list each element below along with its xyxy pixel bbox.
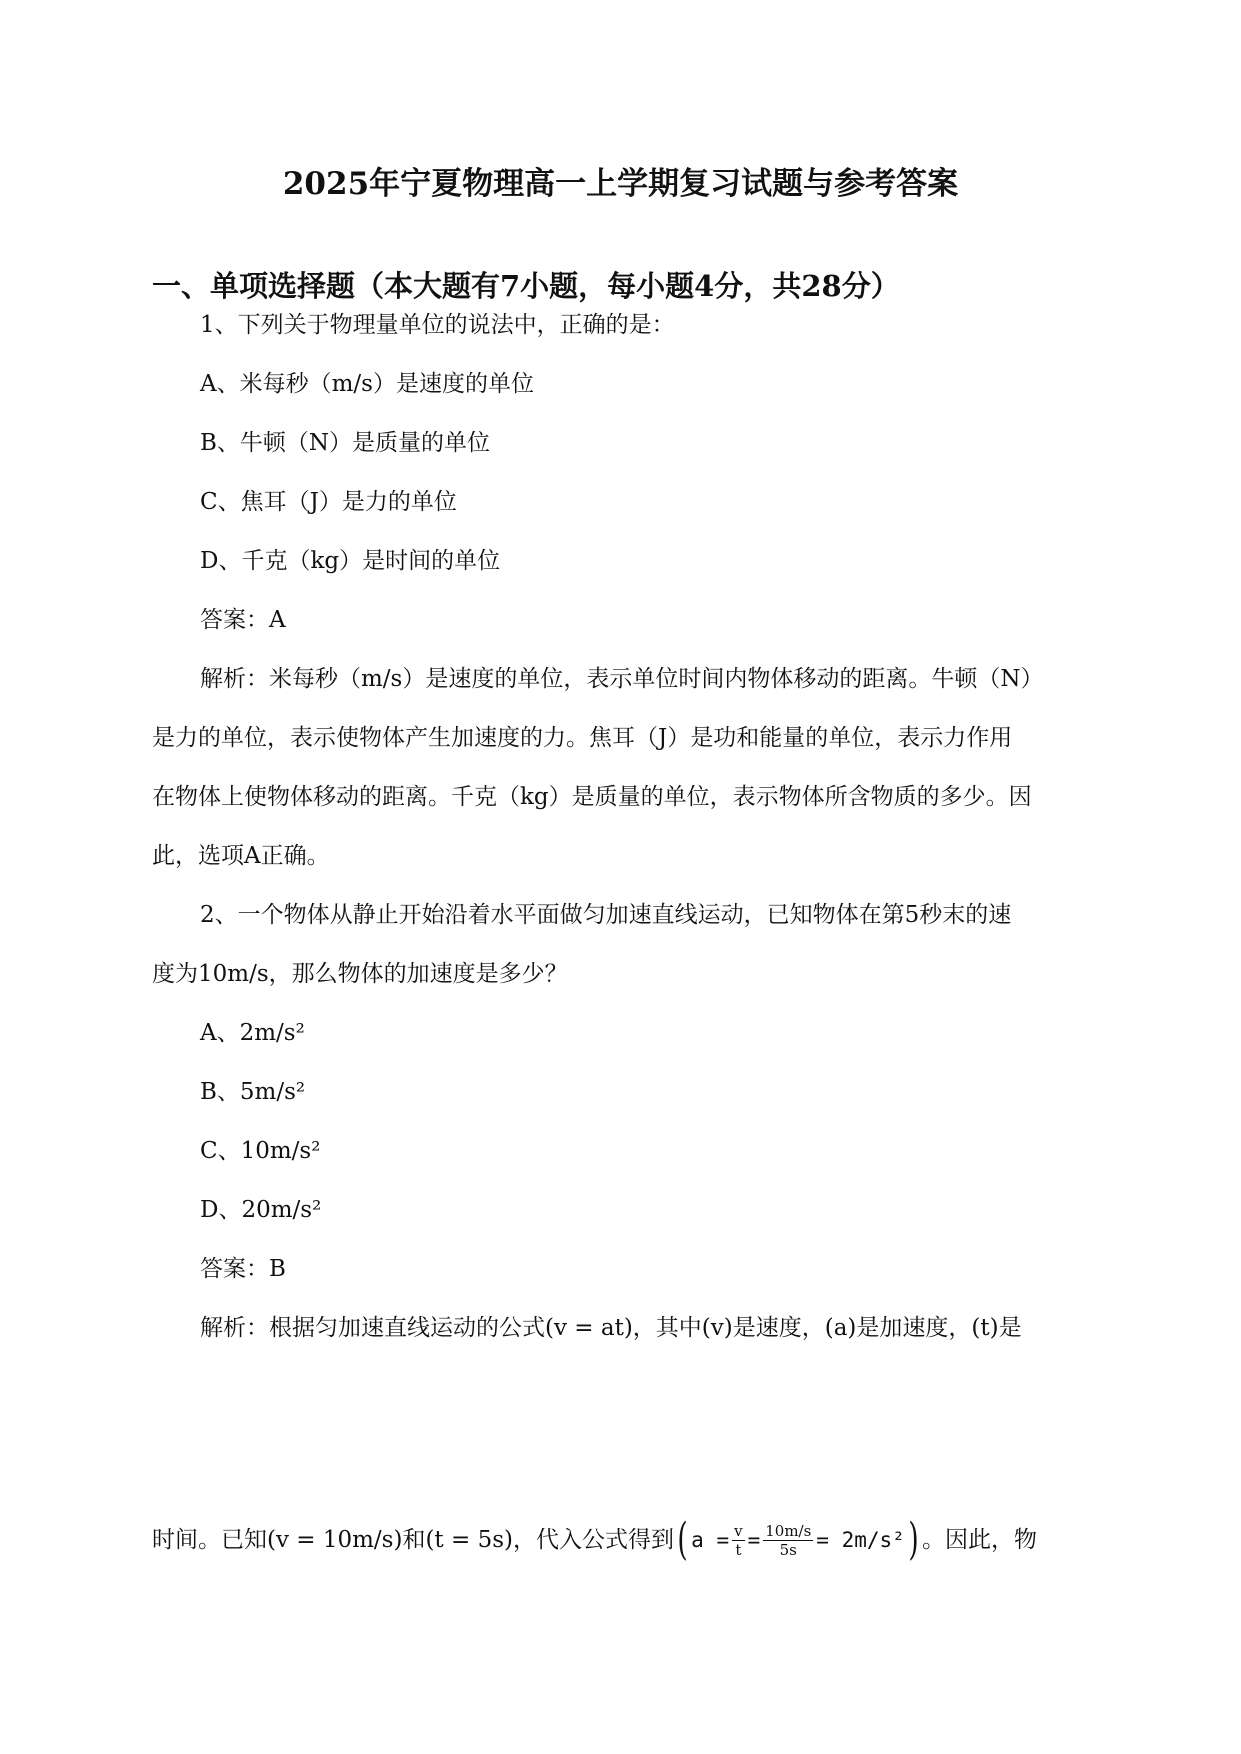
q2-stem-line: 2、一个物体从静止开始沿着水平面做匀加速直线运动，已知物体在第5秒末的速 — [200, 902, 1012, 928]
q1-stem: 1、下列关于物理量单位的说法中，正确的是： — [200, 312, 675, 338]
fraction-numerator: v — [734, 1521, 743, 1540]
left-paren: ( — [677, 1514, 688, 1565]
q1-analysis-line: 解析：米每秒（m/s）是速度的单位，表示单位时间内物体移动的距离。牛顿（N） — [200, 666, 1044, 692]
q1-analysis-line: 此，选项A正确。 — [152, 843, 330, 869]
q2-option-c: C、10m/s² — [200, 1138, 321, 1164]
q1-option-d: D、千克（kg）是时间的单位 — [200, 548, 501, 574]
q2-analysis-line: 解析：根据匀加速直线运动的公式(v = at)，其中(v)是速度，(a)是加速度，(t)是 — [200, 1315, 1022, 1341]
document-title: 2025年宁夏物理高一上学期复习试题与参考答案 — [282, 166, 959, 202]
q1-option-a: A、米每秒（m/s）是速度的单位 — [200, 371, 534, 397]
q2-stem-line: 度为10m/s，那么物体的加速度是多少？ — [152, 961, 568, 987]
q2-option-a: A、2m/s² — [200, 1020, 305, 1046]
q1-answer: 答案：A — [200, 607, 286, 633]
fraction-numerator: 10m/s — [765, 1521, 812, 1540]
q1-analysis-line: 是力的单位，表示使物体产生加速度的力。焦耳（J）是功和能量的单位，表示力作用 — [152, 725, 1013, 751]
q2-option-d: D、20m/s² — [200, 1197, 322, 1223]
right-paren: ) — [908, 1514, 919, 1565]
q2-answer: 答案：B — [200, 1256, 286, 1282]
fraction-v-over-t — [732, 1522, 744, 1559]
formula-result: = 2m/s² — [816, 1528, 905, 1552]
q2-analysis-formula-line — [152, 1514, 1037, 1565]
fraction-denominator: t — [735, 1540, 742, 1559]
equals-sign: = — [747, 1528, 761, 1552]
fraction-denominator: 5s — [779, 1540, 797, 1559]
q1-analysis-line: 在物体上使物体移动的距离。千克（kg）是质量的单位，表示物体所含物质的多少。因 — [152, 784, 1032, 810]
formula-suffix: 。因此，物 — [921, 1527, 1037, 1553]
section-heading: 一、单项选择题（本大题有7小题，每小题4分，共28分） — [152, 269, 900, 303]
q2-option-b: B、5m/s² — [200, 1079, 306, 1105]
formula-lhs: a = — [691, 1528, 730, 1552]
q1-option-b: B、牛顿（N）是质量的单位 — [200, 430, 491, 456]
formula-prefix: 时间。已知(v = 10m/s)和(t = 5s)，代入公式得到 — [152, 1527, 674, 1553]
q1-option-c: C、焦耳（J）是力的单位 — [200, 489, 457, 515]
fraction-values — [763, 1522, 813, 1559]
